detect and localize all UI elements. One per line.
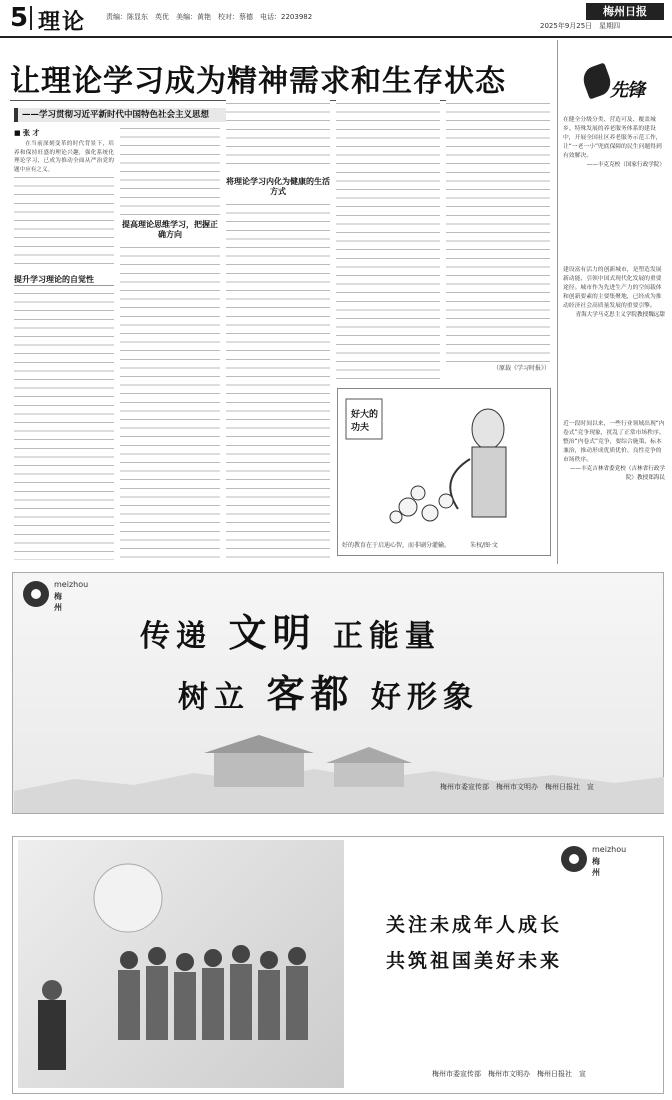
banner1-line2-b: 客都 [266, 671, 355, 716]
article-source: （原载《学习时报》） [492, 365, 550, 372]
commentary-1 [563, 116, 665, 170]
column-name: 先锋 [610, 80, 644, 101]
banner1-line2 [178, 663, 479, 718]
banner1-line2-c: 好形象 [370, 680, 479, 715]
commentary-2-sign: 青海大学马克思主义学院教授魏远甜 [575, 312, 665, 318]
logo-brand-cn: 梅州 [592, 857, 600, 877]
article-column-3 [226, 100, 330, 560]
article-subtitle: ——学习贯彻习近平新时代中国特色社会主义思想 [14, 108, 250, 122]
meizhou-logo-2 [560, 845, 627, 877]
body-text-placeholder [226, 100, 330, 172]
commentary-1-sign: ——丰克克校（国家行政学院） [586, 162, 665, 168]
article-column-1 [14, 140, 114, 560]
main-headline: 让理论学习成为精神需求和生存状态 [10, 64, 506, 99]
meizhou-logo-1 [22, 580, 89, 612]
header-divider [30, 6, 32, 30]
article-column-2 [120, 125, 220, 560]
banner1-line1 [140, 602, 441, 657]
cartoon-caption [342, 540, 498, 549]
flower-logo-icon [22, 580, 50, 608]
commentary-3 [563, 420, 665, 483]
cartoon-author: 朱权/图·文 [469, 542, 498, 549]
skyline-graphic [13, 721, 665, 813]
page-number: 5 [10, 3, 29, 33]
logo-brand-cn: 梅州 [54, 592, 62, 612]
body-text-placeholder [120, 125, 220, 215]
commentary-2 [563, 266, 665, 320]
body-text-placeholder [336, 100, 440, 384]
logo-brand: meizhou [592, 845, 627, 854]
article-author: ■ 张 才 [14, 129, 40, 137]
section-title: 理论 [38, 9, 87, 35]
banner1-line1-c: 正能量 [332, 619, 441, 654]
commentary-1-text: 在健全分级分类、营造可及、覆盖城乡、特殊发展的养老服务体系的建设中，开展全国社区养老服务示范工作，让“一老一小”兜底保障的民生问题得到有效解决。 [563, 117, 662, 159]
masthead-logo: 梅州日报 [586, 3, 664, 20]
banner1-line1-a: 传递 [140, 619, 212, 654]
body-text-placeholder [226, 201, 330, 560]
article-column-4 [336, 100, 440, 384]
article-column-5 [446, 100, 550, 384]
banner1-line1-b: 文明 [228, 610, 317, 655]
commentary-3-text: 近一段时间以来，一些行业领域出现“内卷式”竞争现象，扰乱了正常市场秩序。整治“内卷式”竞争，要综合施策、标本兼治，推动形成优质优价、良性竞争的市场秩序。 [563, 421, 665, 463]
banner1-line2-a: 树立 [178, 680, 250, 715]
commentary-2-text: 建设富有活力的创新城市，是塑造发展新动能、引领中国式现代化发展的重要途径。城市作为先进生产力的空间载体和创新要素的主要集聚地，已经成为推动经济社会高质量发展的重要引擎。 [563, 267, 662, 309]
section-heading-3: 将理论学习内化为健康的生活方式 [226, 177, 330, 196]
body-text-placeholder [14, 290, 114, 560]
section-heading-1: 提升学习理论的自觉性 [14, 275, 114, 286]
cartoon-caption-text: 好的教育在于启迪心智，而非刷分灌输。 [342, 542, 451, 549]
banner2-line2: 共筑祖国美好未来 [386, 950, 563, 972]
section-heading-2: 提高理论思维学习，把握正确方向 [122, 220, 218, 239]
publication-date: 2025年9月25日 星期四 [540, 22, 621, 30]
body-text-placeholder [14, 174, 114, 270]
commentary-3-sign: ——丰克吉林省委党校（吉林省行政学院）教授郑海民 [569, 466, 665, 481]
article-intro: 在当前深刻变革的时代背景下，培养和保持旺盛的理论兴趣，强化系统化理论学习，已成为推动全面从严治党的题中应有之义。 [14, 141, 114, 173]
banner1-credit: 梅州市委宣传部 梅州市文明办 梅州日报社 宣 [440, 783, 594, 791]
body-text-placeholder [446, 100, 550, 365]
banner2-line1: 关注未成年人成长 [386, 914, 563, 936]
banner2-credit: 梅州市委宣传部 梅州市文明办 梅州日报社 宣 [432, 1070, 586, 1078]
logo-brand: meizhou [54, 580, 89, 589]
flower-logo-icon [560, 845, 588, 873]
students-photo [18, 840, 344, 1088]
page-header [0, 0, 672, 38]
editors-line: 责编：陈显东 英优 美编：黄艳 校对：蔡德 电话：2203982 [106, 13, 313, 21]
students-photo-graphic [18, 840, 344, 1088]
cartoon-title: 好大的功夫 [351, 410, 379, 433]
body-text-placeholder [120, 244, 220, 560]
cartoon-illustration [337, 388, 551, 556]
